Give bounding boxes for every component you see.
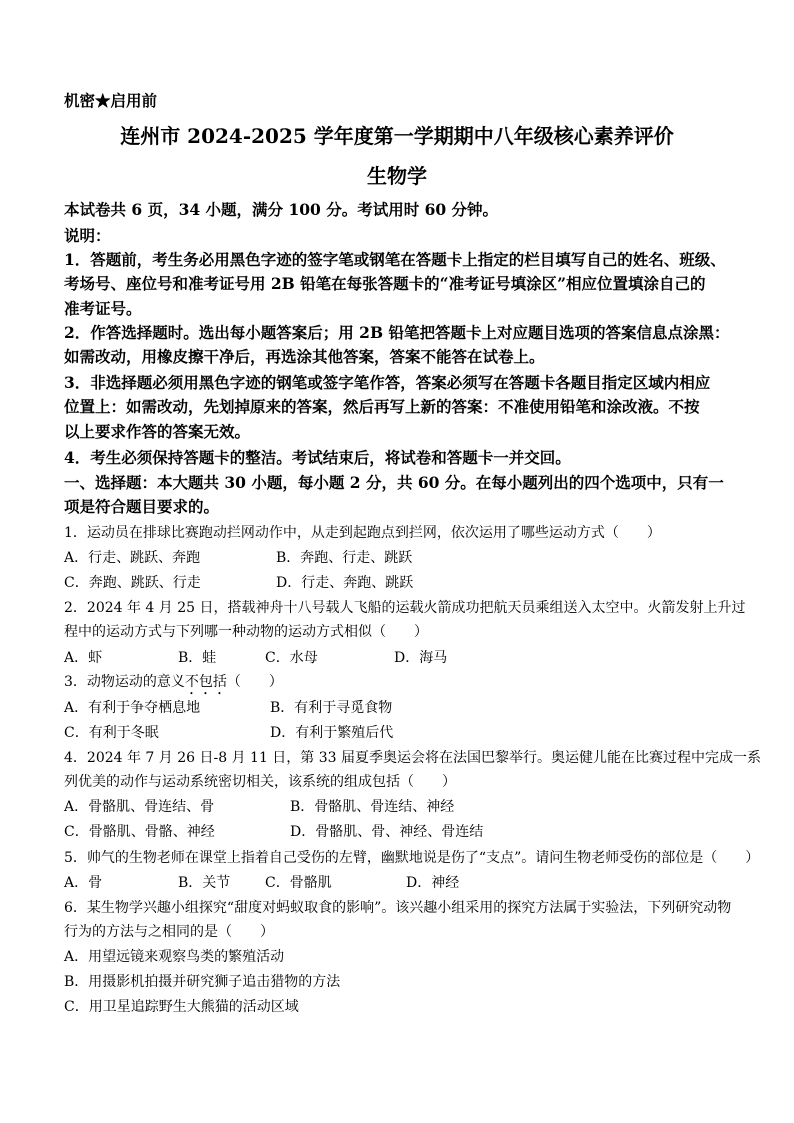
note-3-line-1: 3．非选择题必须用黑色字迹的钢笔或签字笔作答，答案必须写在答题卡各题目指定区域内相应 xyxy=(64,373,711,392)
question-6-option-b: B．用摄影机拍摄并研究狮子追击猎物的方法 xyxy=(64,974,341,990)
question-1-stem: 1．运动员在排球比赛跑动拦网动作中，从走到起跑点到拦网，依次运用了哪些运动方式（ ） xyxy=(64,525,661,541)
question-5-option-a: A．骨 xyxy=(64,875,103,891)
question-6-option-c: C．用卫星追踪野生大熊猫的活动区域 xyxy=(64,999,299,1015)
question-4-option-b: B．骨骼肌、骨连结、神经 xyxy=(290,799,455,815)
question-1-option-c: C．奔跑、跳跃、行走 xyxy=(64,575,201,591)
question-6-stem-line-2: 行为的方法与之相同的是（ ） xyxy=(64,924,274,940)
question-3-stem xyxy=(64,673,283,698)
question-1-option-b: B．奔跑、行走、跳跃 xyxy=(276,550,413,566)
exam-title: 连州市 2024-2025 学年度第一学期期中八年级核心素养评价 xyxy=(120,124,674,148)
exam-summary: 本试卷共 6 页，34 小题，满分 100 分。考试用时 60 分钟。 xyxy=(64,200,499,219)
question-2-stem-line-1: 2．2024 年 4 月 25 日，搭载神舟十八号载人飞船的运载火箭成功把航天员乘组送入太空中。火箭发射上升过 xyxy=(64,600,746,616)
note-3-line-3: 以上要求作答的答案无效。 xyxy=(64,422,251,441)
question-2-option-c: C．水母 xyxy=(265,650,318,666)
notes-label: 说明： xyxy=(64,226,111,245)
question-5-option-d: D．神经 xyxy=(406,875,460,891)
question-3-option-a: A．有利于争夺栖息地 xyxy=(64,700,201,716)
note-2-line-2: 如需改动，用橡皮擦干净后，再选涂其他答案，答案不能答在试卷上。 xyxy=(64,347,545,366)
question-4-option-a: A．骨骼肌、骨连结、骨 xyxy=(64,799,215,815)
question-3-stem-post: （ ） xyxy=(226,674,283,690)
question-2-stem-line-2: 程中的运动方式与下列哪一种动物的运动方式相似（ ） xyxy=(64,624,428,640)
note-4: 4．考生必须保持答题卡的整洁。考试结束后，将试卷和答题卡一并交回。 xyxy=(64,448,571,467)
note-3-line-2: 位置上：如需改动，先划掉原来的答案，然后再写上新的答案：不准使用铅笔和涂改液。不按 xyxy=(64,397,700,416)
note-1-line-3: 准考证号。 xyxy=(64,299,142,318)
question-5-option-c: C．骨骼肌 xyxy=(265,875,332,891)
question-4-option-d: D．骨骼肌、骨、神经、骨连结 xyxy=(290,824,484,840)
question-3-option-b: B．有利于寻觅食物 xyxy=(270,700,393,716)
note-2-line-1: 2．作答选择题时。选出每小题答案后；用 2B 铅笔把答题卡上对应题目选项的答案信息点涂黑： xyxy=(64,323,730,342)
question-6-option-a: A．用望远镜来观察鸟类的繁殖活动 xyxy=(64,949,285,965)
question-3-stem-pre: 3．动物运动的意义 xyxy=(64,674,185,690)
question-3-option-d: D．有利于繁殖后代 xyxy=(270,725,394,741)
question-4-stem-line-2: 列优美的动作与运动系统密切相关，该系统的组成包括（ ） xyxy=(64,774,456,790)
note-1-line-1: 1．答题前，考生务必用黑色字迹的签字笔或钢笔在答题卡上指定的栏目填写自己的姓名、班级、 xyxy=(64,250,726,269)
note-1-line-2: 考场号、座位号和准考证号用 2B 铅笔在每张答题卡的“准考证号填涂区”相应位置填涂自己的 xyxy=(64,274,706,293)
question-3-option-c: C．有利于冬眠 xyxy=(64,725,159,741)
question-5-stem: 5．帅气的生物老师在课堂上指着自己受伤的左臂，幽默地说是伤了“支点”。请问生物老师受伤的部位是（ ） xyxy=(64,850,760,866)
question-6-stem-line-1: 6．某生物学兴趣小组探究“甜度对蚂蚁取食的影响”。该兴趣小组采用的探究方法属于实验法，下列研究动物 xyxy=(64,900,732,916)
question-2-option-b: B．蛙 xyxy=(178,650,217,666)
subject-title: 生物学 xyxy=(367,164,427,188)
question-5-option-b: B．关节 xyxy=(178,875,231,891)
question-2-option-a: A．虾 xyxy=(64,650,103,666)
question-1-option-a: A．行走、跳跃、奔跑 xyxy=(64,550,201,566)
section-1-line-1: 一、选择题：本大题共 30 小题，每小题 2 分，共 60 分。在每小题列出的四个选项中，只有一 xyxy=(64,473,724,492)
section-1-line-2: 项是符合题目要求的。 xyxy=(64,497,220,516)
question-4-option-c: C．骨骼肌、骨骼、神经 xyxy=(64,824,215,840)
question-3-emphasis: 不包括 xyxy=(184,674,227,690)
question-4-stem-line-1: 4．2024 年 7 月 26 日-8 月 11 日，第 33 届夏季奥运会将在法国巴黎举行。奥运健儿能在比赛过程中完成一系 xyxy=(64,750,762,766)
question-1-option-d: D．行走、奔跑、跳跃 xyxy=(276,575,414,591)
question-2-option-d: D．海马 xyxy=(394,650,448,666)
confidential-mark: 机密★启用前 xyxy=(64,91,158,110)
